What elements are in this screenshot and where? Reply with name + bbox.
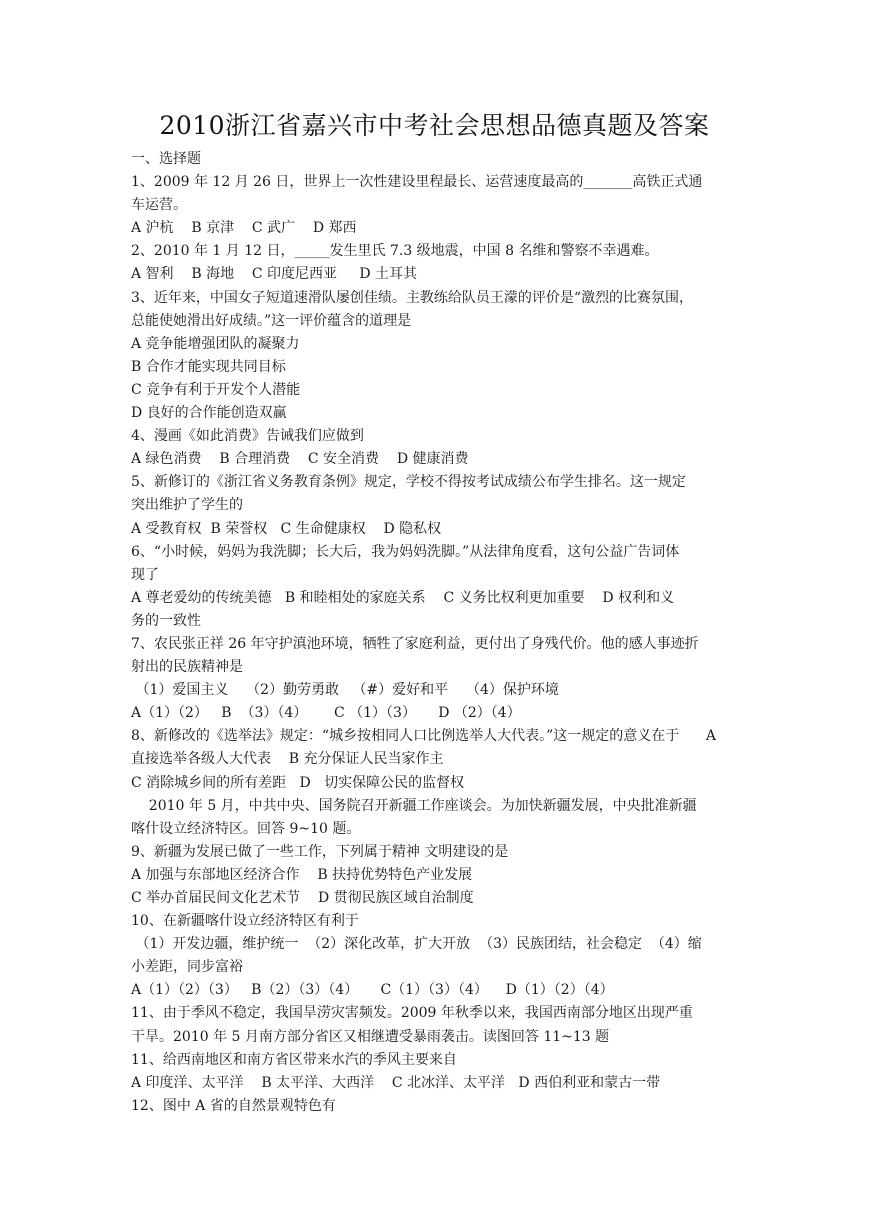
text-line: A（1）（2） B （3）（4） C （1）（3） D （2）（4） (131, 705, 521, 722)
text-line: 8、新修改的《选举法》规定：“城乡按相同人口比例选举人大代表。”这一规定的意义在于 A (131, 728, 717, 745)
text-line: C 竞争有利于开发个人潜能 (131, 381, 301, 398)
text-line: A（1）（2）（3） B（2）（3）（4） C（1）（3）（4） D（1）（2）（4） (131, 982, 614, 999)
text-line: 2、2010 年 1 月 12 日，_____发生里氏 7.3 级地震，中国 8 名维和警察不幸遇难。 (131, 243, 659, 260)
text-line: B 合作才能实现共同目标 (131, 358, 286, 375)
text-line: A 加强与东部地区经济合作 B 扶持优势特色产业发展 (131, 866, 473, 883)
text-line: A 尊老爱幼的传统美德 B 和睦相处的家庭关系 C 义务比权利更加重要 D 权利和义 (131, 589, 675, 606)
text-line: 直接选举各级人大代表 B 充分保证人民当家作主 (131, 751, 444, 768)
text-line: 11、由于季风不稳定，我国旱涝灾害频发。2009 年秋季以来，我国西南部分地区出现严重 (131, 1005, 693, 1022)
text-line: 4、漫画《如此消费》告诫我们应做到 (131, 428, 364, 445)
text-line: 6、“小时候，妈妈为我洗脚；长大后，我为妈妈洗脚。”从法律角度看，这句公益广告词体 (131, 543, 680, 560)
text-line: A 印度洋、太平洋 B 太平洋、大西洋 C 北冰洋、太平洋 D 西伯利亚和蒙古一带 (131, 1074, 661, 1091)
text-line: （1）开发边疆，维护统一 （2）深化改革，扩大开放 （3）民族团结，社会稳定 （4）缩 (131, 936, 702, 953)
document-body (131, 148, 741, 1118)
text-line: 12、图中 A 省的自然景观特色有 (131, 1097, 336, 1114)
text-line: C 消除城乡间的所有差距 D 切实保障公民的监督权 (131, 774, 465, 791)
text-line: 现了 (131, 566, 159, 583)
text-line: 10、在新疆喀什设立经济特区有利于 (131, 913, 359, 930)
document-title: 2010浙江省嘉兴市中考社会思想品德真题及答案 (159, 111, 710, 140)
text-line: 总能使她滑出好成绩。”这一评价蕴含的道理是 (131, 312, 412, 329)
text-line: 小差距，同步富裕 (131, 959, 243, 976)
text-line: （1）爱国主义 （2）勤劳勇敢 （#）爱好和平 （4）保护环境 (131, 682, 559, 699)
text-line: 射出的民族精神是 (131, 659, 243, 676)
text-line: A 智利 B 海地 C 印度尼西亚 D 土耳其 (131, 266, 417, 283)
text-line: 务的一致性 (131, 612, 201, 629)
text-line: 7、农民张正祥 26 年守护滇池环境，牺牲了家庭利益，更付出了身残代价。他的感人事迹折 (131, 635, 699, 652)
text-line: D 良好的合作能创造双赢 (131, 405, 287, 422)
text-line: 喀什设立经济特区。回答 9~10 题。 (131, 820, 361, 837)
text-line: A 沪杭 B 京津 C 武广 D 郑西 (131, 220, 357, 237)
text-line: 突出维护了学生的 (131, 497, 243, 514)
text-line: 9、新疆为发展已做了一些工作，下列属于精神 文明建设的是 (131, 843, 509, 860)
text-line: A 绿色消费 B 合理消费 C 安全消费 D 健康消费 (131, 451, 469, 468)
text-line: 5、新修订的《浙江省义务教育条例》规定，学校不得按考试成绩公布学生排名。这一规定 (131, 474, 686, 491)
text-line: 车运营。 (131, 197, 187, 214)
text-line: 2010 年 5 月，中共中央、国务院召开新疆工作座谈会。为加快新疆发展，中央批准新疆 (131, 797, 697, 814)
text-line: 1、2009 年 12 月 26 日，世界上一次性建设里程最长、运营速度最高的_______高铁正式通 (131, 174, 703, 191)
text-line: A 受教育权 B 荣誉权 C 生命健康权 D 隐私权 (131, 520, 442, 537)
text-line: 3、近年来，中国女子短道速滑队屡创佳绩。主教练给队员王濛的评价是“激烈的比赛氛围， (131, 289, 694, 306)
text-line: C 举办首届民间文化艺术节 D 贯彻民族区域自治制度 (131, 890, 474, 906)
text-line: 11、给西南地区和南方省区带来水汽的季风主要来自 (131, 1051, 457, 1068)
text-line: 一、选择题 (131, 151, 201, 167)
text-line: 干旱。2010 年 5 月南方部分省区又相继遭受暴雨袭击。读图回答 11~13 题 (131, 1028, 610, 1045)
text-line: A 竞争能增强团队的凝聚力 (131, 335, 300, 352)
